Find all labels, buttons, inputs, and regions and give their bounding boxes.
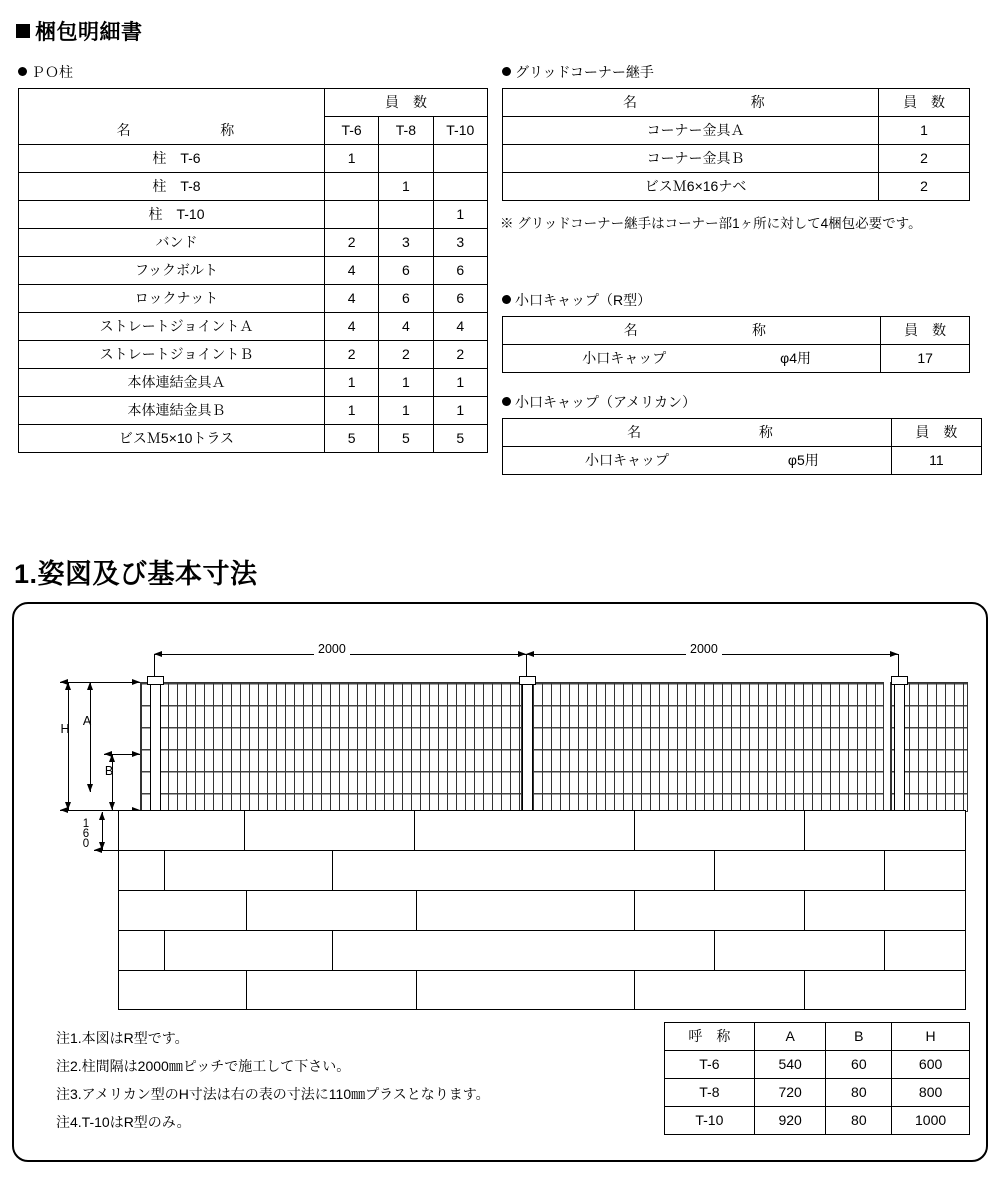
table-header-row [503,89,970,117]
po-row-t8: 1 [379,397,433,425]
po-row-t6: 1 [324,397,378,425]
po-row-t6: 4 [324,313,378,341]
size-row-a: 920 [754,1107,826,1135]
po-row-t8: 5 [379,425,433,453]
post-cap-right [891,676,908,685]
po-count-header: 員 数 [324,89,487,117]
table-row [19,425,488,453]
brick-joint [634,970,635,1010]
table-row [503,145,970,173]
po-row-t6: 5 [324,425,378,453]
cap-r-name-header: 名 称 [503,317,881,345]
guide-line [104,754,140,755]
po-row-t8: 6 [379,285,433,313]
post-cap-left [147,676,164,685]
po-row-t6: 4 [324,257,378,285]
fence-panel-middle [532,682,884,812]
size-row-name: T-6 [665,1051,755,1079]
po-row-t6 [324,201,378,229]
post-middle [522,682,533,812]
po-row-t10: 6 [433,285,487,313]
po-row-t6: 1 [324,369,378,397]
dot-bullet-icon [502,397,511,406]
corner-table-title: グリッドコーナー継手 [502,62,654,82]
po-row-t10: 5 [433,425,487,453]
table-row [503,173,970,201]
diagram-note-3: 注3.アメリカン型のH寸法は右の表の寸法に110㎜プラスとなります。 [56,1086,490,1102]
dimension-line-b [112,754,113,810]
corner-table [502,88,970,201]
po-col-t6: T-6 [324,117,378,145]
cap-r-count-header: 員 数 [881,317,970,345]
po-row-t8: 6 [379,257,433,285]
po-row-t10: 3 [433,229,487,257]
corner-row-qty: 2 [879,173,970,201]
table-row [19,285,488,313]
table-row [19,369,488,397]
size-row-h: 800 [892,1079,970,1107]
brick-course-line [118,850,966,851]
po-row-t10 [433,173,487,201]
cap-r-row-spec: φ4用 [780,350,811,366]
table-row [19,313,488,341]
size-row-a: 540 [754,1051,826,1079]
po-row-t10: 1 [433,369,487,397]
po-row-name: ビスＭ5×10トラス [19,425,325,453]
page-title: 梱包明細書 [16,16,143,46]
fence-panel-left [140,682,522,812]
po-row-name: 柱 T-6 [19,145,325,173]
brick-joint [244,810,245,850]
cap-us-row-spec: φ5用 [787,452,819,468]
section-1-title: 1.姿図及び基本寸法 [14,559,258,589]
cap-us-count-header: 員 数 [891,419,981,447]
dimension-label-a: A [80,714,94,727]
cap-r-table [502,316,970,373]
corner-row-name: ビスＭ6×16ナベ [503,173,879,201]
dimension-label-b: B [102,764,116,777]
corner-row-name: コーナー金具Ｂ [503,145,879,173]
po-row-name: フックボルト [19,257,325,285]
brick-course-line [118,930,966,931]
size-row-b: 80 [826,1107,892,1135]
dot-bullet-icon [18,67,27,76]
table-row [19,229,488,257]
brick-joint [414,810,415,850]
table-row [19,257,488,285]
brick-joint [714,930,715,970]
dimension-label-right: 2000 [686,642,722,656]
size-header-name: 呼 称 [665,1023,755,1051]
po-row-t10: 4 [433,313,487,341]
po-row-name: 柱 T-8 [19,173,325,201]
corner-row-name: コーナー金具Ａ [503,117,879,145]
corner-table-note: ※ グリッドコーナー継手はコーナー部1ヶ所に対して4梱包必要です。 [500,216,922,231]
guide-line [60,682,140,683]
po-row-t10: 6 [433,257,487,285]
corner-row-qty: 1 [879,117,970,145]
dimension-label-h: H [58,722,72,735]
cap-us-table [502,418,982,475]
brick-joint [884,930,885,970]
po-row-t8: 4 [379,313,433,341]
po-row-name: ストレートジョイントＡ [19,313,325,341]
cap-us-table-title: 小口キャップ（アメリカン） [502,392,696,412]
elevation-diagram [12,602,988,1162]
diagram-note-4: 注4.T-10はR型のみ。 [56,1114,191,1130]
table-row [503,345,970,373]
po-row-t10: 2 [433,341,487,369]
table-row [665,1079,970,1107]
po-row-t8 [379,201,433,229]
size-row-b: 60 [826,1051,892,1079]
po-row-name: ストレートジョイントＢ [19,341,325,369]
brick-joint [804,890,805,930]
dimension-label-160: 160 [80,818,92,848]
size-header-h: H [892,1023,970,1051]
table-row [19,397,488,425]
table-row [503,447,982,475]
po-row-t6: 2 [324,229,378,257]
brick-joint [164,930,165,970]
dimension-line-160 [102,812,103,850]
brick-joint [634,890,635,930]
cap-us-row-name: 小口キャップ φ5用 [503,447,892,475]
corner-count-header: 員 数 [879,89,970,117]
diagram-note-2: 注2.柱間隔は2000㎜ピッチで施工して下さい。 [56,1058,351,1074]
po-col-t8: T-8 [379,117,433,145]
size-header-b: B [826,1023,892,1051]
po-row-t8: 2 [379,341,433,369]
dimension-line-h [68,682,69,810]
table-row [19,341,488,369]
brick-joint [164,850,165,890]
size-table [664,1022,970,1135]
cap-us-name-header: 名 称 [503,419,892,447]
table-row [665,1107,970,1135]
brick-joint [246,890,247,930]
table-header-row [665,1023,970,1051]
po-row-t6 [324,173,378,201]
po-row-name: 本体連結金具Ａ [19,369,325,397]
table-row [19,173,488,201]
brick-joint [804,970,805,1010]
table-row [503,117,970,145]
po-row-t6: 2 [324,341,378,369]
po-row-t10: 1 [433,397,487,425]
brick-joint [332,850,333,890]
table-row [19,145,488,173]
size-row-h: 600 [892,1051,970,1079]
po-row-name: バンド [19,229,325,257]
po-row-name: 柱 T-10 [19,201,325,229]
size-row-a: 720 [754,1079,826,1107]
po-col-t10: T-10 [433,117,487,145]
size-header-a: A [754,1023,826,1051]
table-header-row [503,419,982,447]
cap-us-row-qty: 11 [891,447,981,475]
brick-joint [634,810,635,850]
dot-bullet-icon [502,67,511,76]
po-name-header: 名 称 [19,89,325,145]
po-table-title: ＰＯ柱 [18,62,73,82]
post-left [150,682,161,812]
size-row-h: 1000 [892,1107,970,1135]
po-row-t10 [433,145,487,173]
size-row-b: 80 [826,1079,892,1107]
po-row-t8: 3 [379,229,433,257]
cap-r-table-title: 小口キャップ（R型） [502,290,651,310]
brick-joint [804,810,805,850]
po-row-t6: 1 [324,145,378,173]
table-header-row [503,317,970,345]
brick-joint [884,850,885,890]
diagram-note-1: 注1.本図はR型です。 [56,1030,189,1046]
post-right [894,682,905,812]
brick-joint [416,970,417,1010]
po-row-name: 本体連結金具Ｂ [19,397,325,425]
brick-joint [714,850,715,890]
cap-r-row-name: 小口キャップ φ4用 [503,345,881,373]
po-row-name: ロックナット [19,285,325,313]
corner-row-qty: 2 [879,145,970,173]
table-header-row [19,89,488,117]
brick-joint [416,890,417,930]
po-row-t8 [379,145,433,173]
po-row-t6: 4 [324,285,378,313]
post-cap-middle [519,676,536,685]
dimension-label-left: 2000 [314,642,350,656]
brick-joint [332,930,333,970]
po-row-t8: 1 [379,173,433,201]
size-row-name: T-8 [665,1079,755,1107]
dimension-line-a [90,682,91,792]
corner-name-header: 名 称 [503,89,879,117]
po-row-t10: 1 [433,201,487,229]
dot-bullet-icon [502,295,511,304]
square-bullet-icon [16,24,30,38]
cap-r-row-qty: 17 [881,345,970,373]
po-row-t8: 1 [379,369,433,397]
table-row [19,201,488,229]
size-row-name: T-10 [665,1107,755,1135]
po-table [18,88,488,453]
brick-joint [246,970,247,1010]
table-row [665,1051,970,1079]
